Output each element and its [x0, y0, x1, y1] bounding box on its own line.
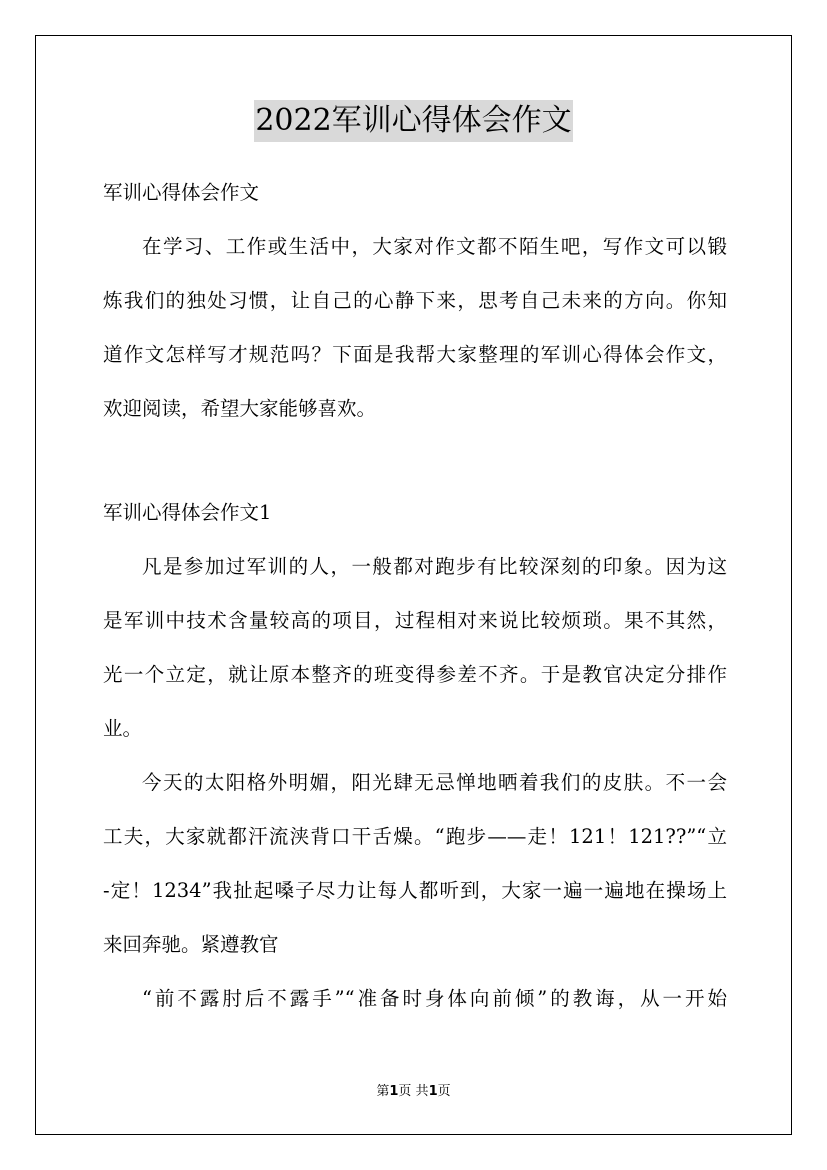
subtitle: 军训心得体会作文	[103, 181, 260, 204]
intro-line: 欢迎阅读，希望大家能够喜欢。	[103, 397, 377, 420]
footer-mid: 页 共	[398, 1084, 429, 1099]
paragraph-line: 业。	[103, 717, 143, 740]
intro-line: 道作文怎样写才规范吗？下面是我帮大家整理的军训心得体会作文，	[103, 343, 727, 366]
footer-prefix: 第	[376, 1084, 390, 1099]
paragraph-line: “前不露肘后不露手”“准备时身体向前倾”的教诲，从一开始	[142, 987, 727, 1010]
section-heading: 军训心得体会作文1	[103, 501, 272, 524]
paragraph-line: -定！1234”我扯起嗓子尽力让每人都听到，大家一遍一遍地在操场上	[103, 879, 727, 902]
document-body	[103, 174, 727, 1018]
paragraph-line: 工夫，大家就都汗流浃背口干舌燥。“跑步——走！121！121??”“立	[103, 825, 727, 848]
document-title: 2022军训心得体会作文	[254, 100, 572, 142]
paragraph-line: 今天的太阳格外明媚，阳光肆无忌惮地晒着我们的皮肤。不一会	[142, 771, 727, 794]
footer-page-total: 1	[428, 1084, 438, 1099]
footer-suffix: 页	[437, 1084, 451, 1099]
paragraph-line: 凡是参加过军训的人，一般都对跑步有比较深刻的印象。因为这	[142, 555, 727, 578]
intro-line: 在学习、工作或生活中，大家对作文都不陌生吧，写作文可以锻	[142, 235, 727, 258]
paragraph-line: 是军训中技术含量较高的项目，过程相对来说比较烦琐。果不其然，	[103, 609, 727, 632]
intro-line: 炼我们的独处习惯，让自己的心静下来，思考自己未来的方向。你知	[103, 289, 727, 312]
title-wrapper	[0, 100, 827, 142]
page-footer	[0, 1080, 827, 1099]
paragraph-line: 来回奔驰。紧遵教官	[103, 933, 279, 956]
footer-page-number: 1	[389, 1084, 399, 1099]
paragraph-line: 光一个立定，就让原本整齐的班变得参差不齐。于是教官决定分排作	[103, 663, 727, 686]
